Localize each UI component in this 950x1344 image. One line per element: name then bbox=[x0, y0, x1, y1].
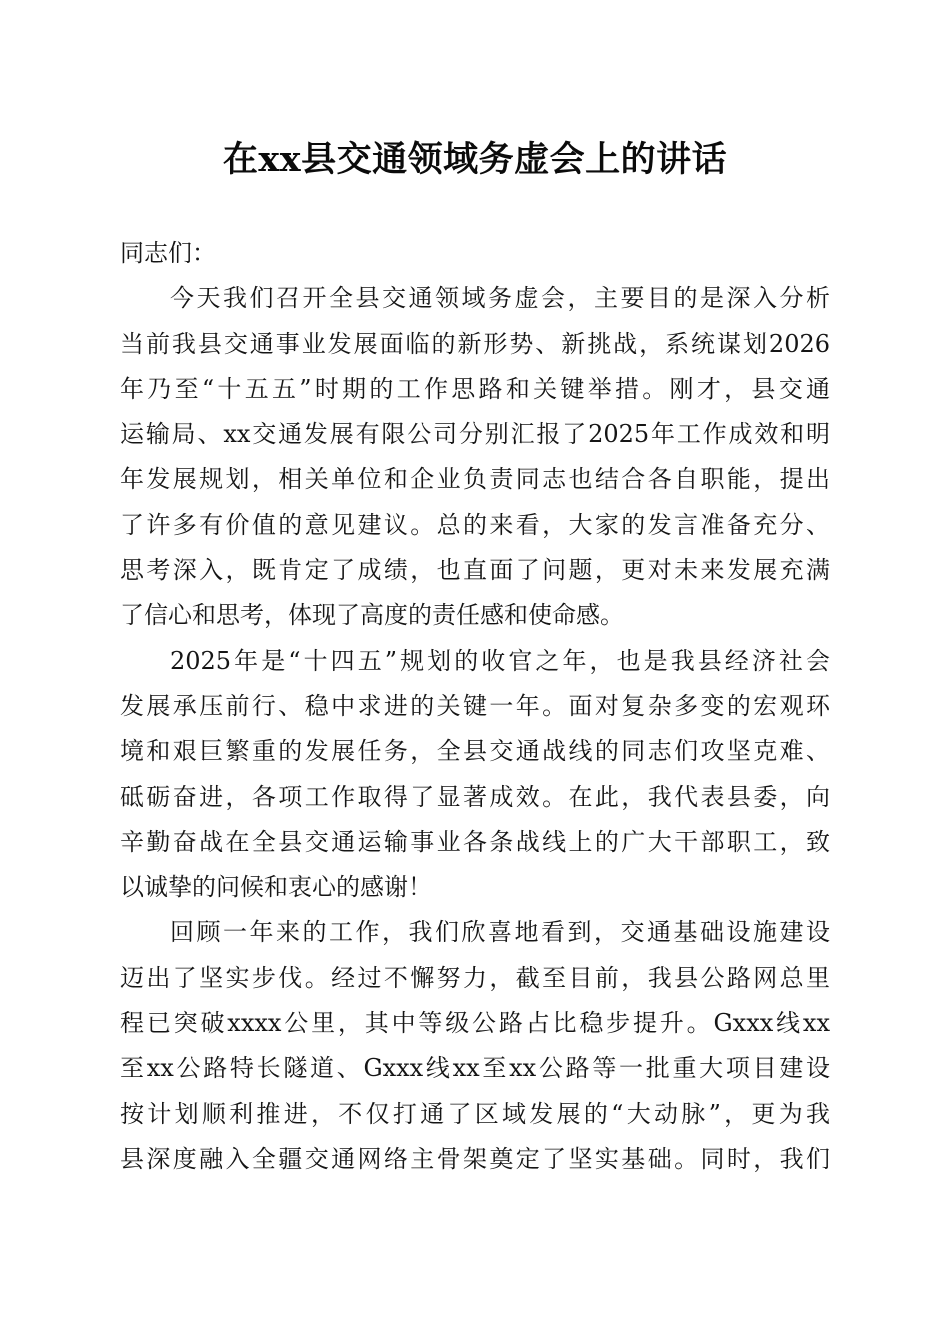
paragraph-line: 了许多有价值的意见建议。总的来看，大家的发言准备充分、 bbox=[120, 510, 830, 539]
paragraph-line: 至xx公路特长隧道、Gxxx线xx至xx公路等一批重大项目建设 bbox=[120, 1054, 830, 1083]
paragraph-line: 程已突破xxxx公里，其中等级公路占比稳步提升。Gxxx线xx bbox=[120, 1009, 830, 1038]
paragraph-line: 砥砺奋进，各项工作取得了显著成效。在此，我代表县委，向 bbox=[120, 782, 830, 811]
paragraph-line: 当前我县交通事业发展面临的新形势、新挑战，系统谋划2026 bbox=[120, 329, 830, 358]
paragraph-line: 年发展规划，相关单位和企业负责同志也结合各自职能，提出 bbox=[120, 465, 830, 494]
paragraph-line: 辛勤奋战在全县交通运输事业各条战线上的广大干部职工，致 bbox=[120, 827, 830, 856]
paragraph-line: 了信心和思考，体现了高度的责任感和使命感。 bbox=[120, 601, 624, 630]
paragraph-line: 按计划顺利推进，不仅打通了区域发展的“大动脉”，更为我 bbox=[120, 1099, 830, 1128]
document-title: 在xx县交通领域务虚会上的讲话 bbox=[222, 139, 728, 180]
paragraph-line: 境和艰巨繁重的发展任务，全县交通战线的同志们攻坚克难、 bbox=[120, 737, 830, 766]
paragraph-line: 发展承压前行、稳中求进的关键一年。面对复杂多变的宏观环 bbox=[120, 691, 830, 720]
document-body bbox=[120, 231, 830, 1182]
paragraph-line: 思考深入，既肯定了成绩，也直面了问题，更对未来发展充满 bbox=[120, 556, 830, 585]
salutation: 同志们： bbox=[120, 239, 216, 267]
paragraph-line: 2025年是“十四五”规划的收官之年，也是我县经济社会 bbox=[170, 646, 830, 675]
paragraph-line: 今天我们召开全县交通领域务虚会，主要目的是深入分析 bbox=[170, 284, 830, 313]
paragraph-line: 年乃至“十五五”时期的工作思路和关键举措。刚才，县交通 bbox=[120, 374, 830, 403]
paragraph-line: 回顾一年来的工作，我们欣喜地看到，交通基础设施建设 bbox=[170, 918, 830, 947]
paragraph-line: 以诚挚的问候和衷心的感谢！ bbox=[120, 873, 432, 902]
paragraph-line: 迈出了坚实步伐。经过不懈努力，截至目前，我县公路网总里 bbox=[120, 963, 830, 992]
paragraph-line: 运输局、xx交通发展有限公司分别汇报了2025年工作成效和明 bbox=[120, 420, 830, 449]
paragraph-line: 县深度融入全疆交通网络主骨架奠定了坚实基础。同时，我们 bbox=[120, 1144, 830, 1173]
